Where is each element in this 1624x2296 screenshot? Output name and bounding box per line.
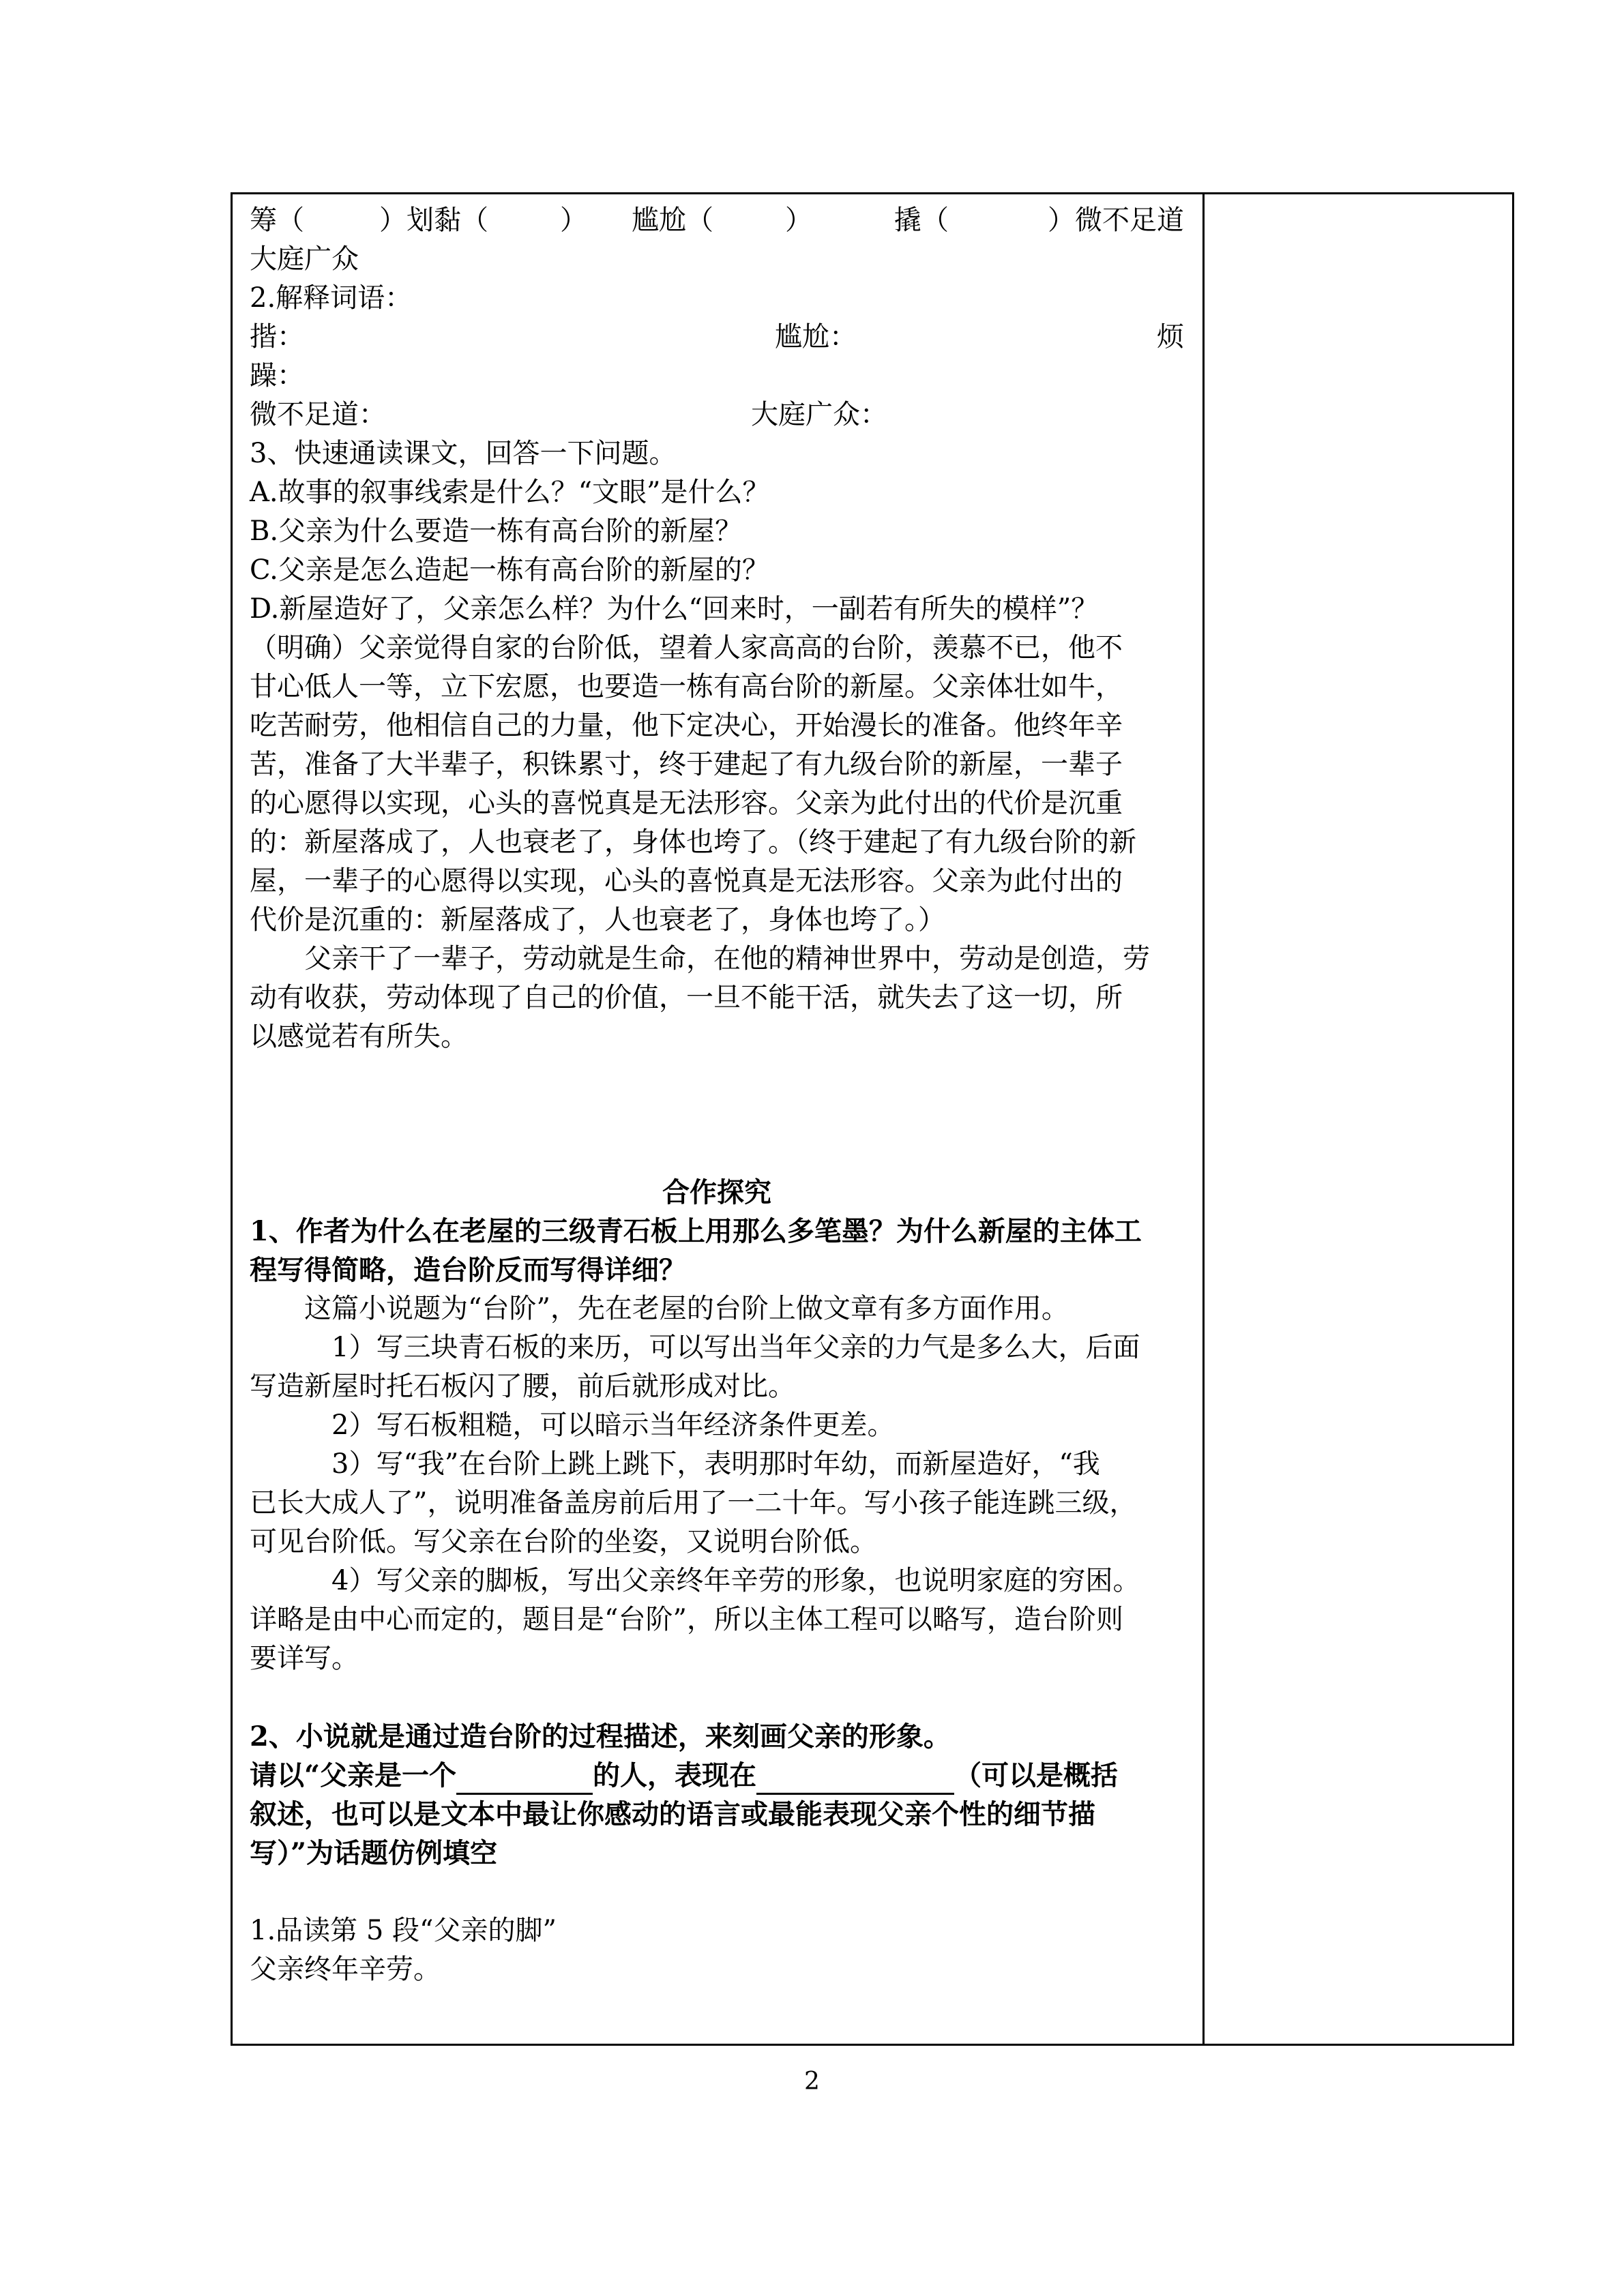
point-4-cont: 要详写。 bbox=[250, 1643, 359, 1674]
explain-title: 2.解释词语： bbox=[250, 282, 413, 314]
question-1: 1、作者为什么在老屋的三级青石板上用那么多笔墨？为什么新屋的主体工 bbox=[250, 1215, 1142, 1247]
question-2-cont: 叙述，也可以是文本中最让你感动的语言或最能表现父亲个性的细节描 bbox=[250, 1798, 1095, 1830]
answer-line: 的：新屋落成了，人也衰老了，身体也垮了。（终于建起了有九级台阶的新 bbox=[250, 826, 1136, 858]
point-4-cont: 详略是由中心而定的，题目是“台阶”，所以主体工程可以略写，造台阶则 bbox=[250, 1604, 1123, 1635]
question-2: 2、小说就是通过造台阶的过程描述，来刻画父亲的形象。 bbox=[250, 1720, 951, 1753]
explain-row-1: 揩： 尴尬： 烦 bbox=[250, 321, 1184, 353]
q3-c: C.父亲是怎么造起一栋有高台阶的新屋的？ bbox=[250, 554, 769, 586]
answer-line: 吃苦耐劳，他相信自己的力量，他下定决心，开始漫长的准备。他终年辛 bbox=[250, 710, 1123, 741]
answer-line: 代价是沉重的：新屋落成了，人也衰老了，身体也垮了。） bbox=[250, 904, 945, 936]
point-3: 3）写“我”在台阶上跳上跳下，表明那时年幼，而新屋造好，“我 bbox=[331, 1448, 1100, 1480]
vocab-row: 筹（ ）划黏（ ） 尴尬（ ） 撬（ ） 微不足道 bbox=[250, 205, 1184, 236]
blank-line bbox=[756, 1764, 954, 1795]
question-2-cont: 写）”为话题仿例填空 bbox=[250, 1837, 498, 1869]
point-1: 1）写三块青石板的来历，可以写出当年父亲的力气是多么大，后面 bbox=[331, 1332, 1140, 1363]
explain-row-3: 微不足道： 大庭广众： bbox=[250, 399, 887, 430]
q3-title: 3、快速通读课文，回答一下问题。 bbox=[250, 438, 677, 469]
vocab-row-2: 大庭广众 bbox=[250, 243, 359, 275]
lesson-table bbox=[231, 192, 1514, 2046]
point-4: 4）写父亲的脚板，写出父亲终年辛劳的形象，也说明家庭的穷困。 bbox=[331, 1565, 1140, 1596]
explain-row-2: 躁： bbox=[250, 360, 304, 391]
answer-line: 甘心低人一等，立下宏愿，也要造一栋有高台阶的新屋。父亲体壮如牛， bbox=[250, 671, 1123, 702]
para-line: 父亲干了一辈子，劳动就是生命，在他的精神世界中，劳动是创造，劳 bbox=[304, 943, 1150, 974]
reading-item: 1.品读第 5 段“父亲的脚” bbox=[250, 1915, 557, 1946]
para-line: 以感觉若有所失。 bbox=[250, 1021, 468, 1052]
para-line: 动有收获，劳动体现了自己的价值，一旦不能干活，就失去了这一切，所 bbox=[250, 982, 1123, 1013]
spacer bbox=[250, 1873, 1184, 1911]
point-3-cont: 可见台阶低。写父亲在台阶的坐姿，又说明台阶低。 bbox=[250, 1526, 877, 1557]
point-1-cont: 写造新屋时托石板闪了腰，前后就形成对比。 bbox=[250, 1371, 795, 1402]
page-number: 2 bbox=[804, 2068, 820, 2096]
answer-line: 的心愿得以实现，心头的喜悦真是无法形容。父亲为此付出的代价是沉重 bbox=[250, 788, 1123, 819]
point-3-cont: 已长大成人了”，说明准备盖房前后用了一二十年。写小孩子能连跳三级， bbox=[250, 1487, 1137, 1519]
q3-d: D.新屋造好了，父亲怎么样？为什么“回来时，一副若有所失的模样”？ bbox=[250, 593, 1099, 625]
answer-line: （明确）父亲觉得自家的台阶低，望着人家高高的台阶，羡慕不已，他不 bbox=[250, 632, 1123, 664]
answer-line: 苦，准备了大半辈子，积铢累寸，终于建起了有九级台阶的新屋，一辈子 bbox=[250, 749, 1123, 780]
q3-a: A.故事的叙事线索是什么？“文眼”是什么？ bbox=[250, 477, 770, 508]
q3-b: B.父亲为什么要造一栋有高台阶的新屋？ bbox=[250, 516, 743, 547]
question-1-cont: 程写得简略，造台阶反而写得详细？ bbox=[250, 1254, 686, 1286]
spacer bbox=[250, 1056, 1184, 1173]
reading-item: 父亲终年辛劳。 bbox=[250, 1954, 441, 1985]
column-divider bbox=[1202, 194, 1205, 2044]
question-2-prompt: 请以“父亲是一个 的人，表现在 （可以是概括 bbox=[250, 1756, 1184, 1795]
spacer bbox=[250, 1678, 1184, 1717]
blank-line bbox=[456, 1764, 593, 1795]
section-title: 合作探究 bbox=[662, 1176, 771, 1208]
main-column bbox=[250, 201, 1184, 1989]
intro-line: 这篇小说题为“台阶”，先在老屋的台阶上做文章有多方面作用。 bbox=[304, 1293, 1069, 1324]
answer-line: 屋，一辈子的心愿得以实现，心头的喜悦真是无法形容。父亲为此付出的 bbox=[250, 865, 1123, 897]
point-2: 2）写石板粗糙，可以暗示当年经济条件更差。 bbox=[331, 1410, 895, 1441]
